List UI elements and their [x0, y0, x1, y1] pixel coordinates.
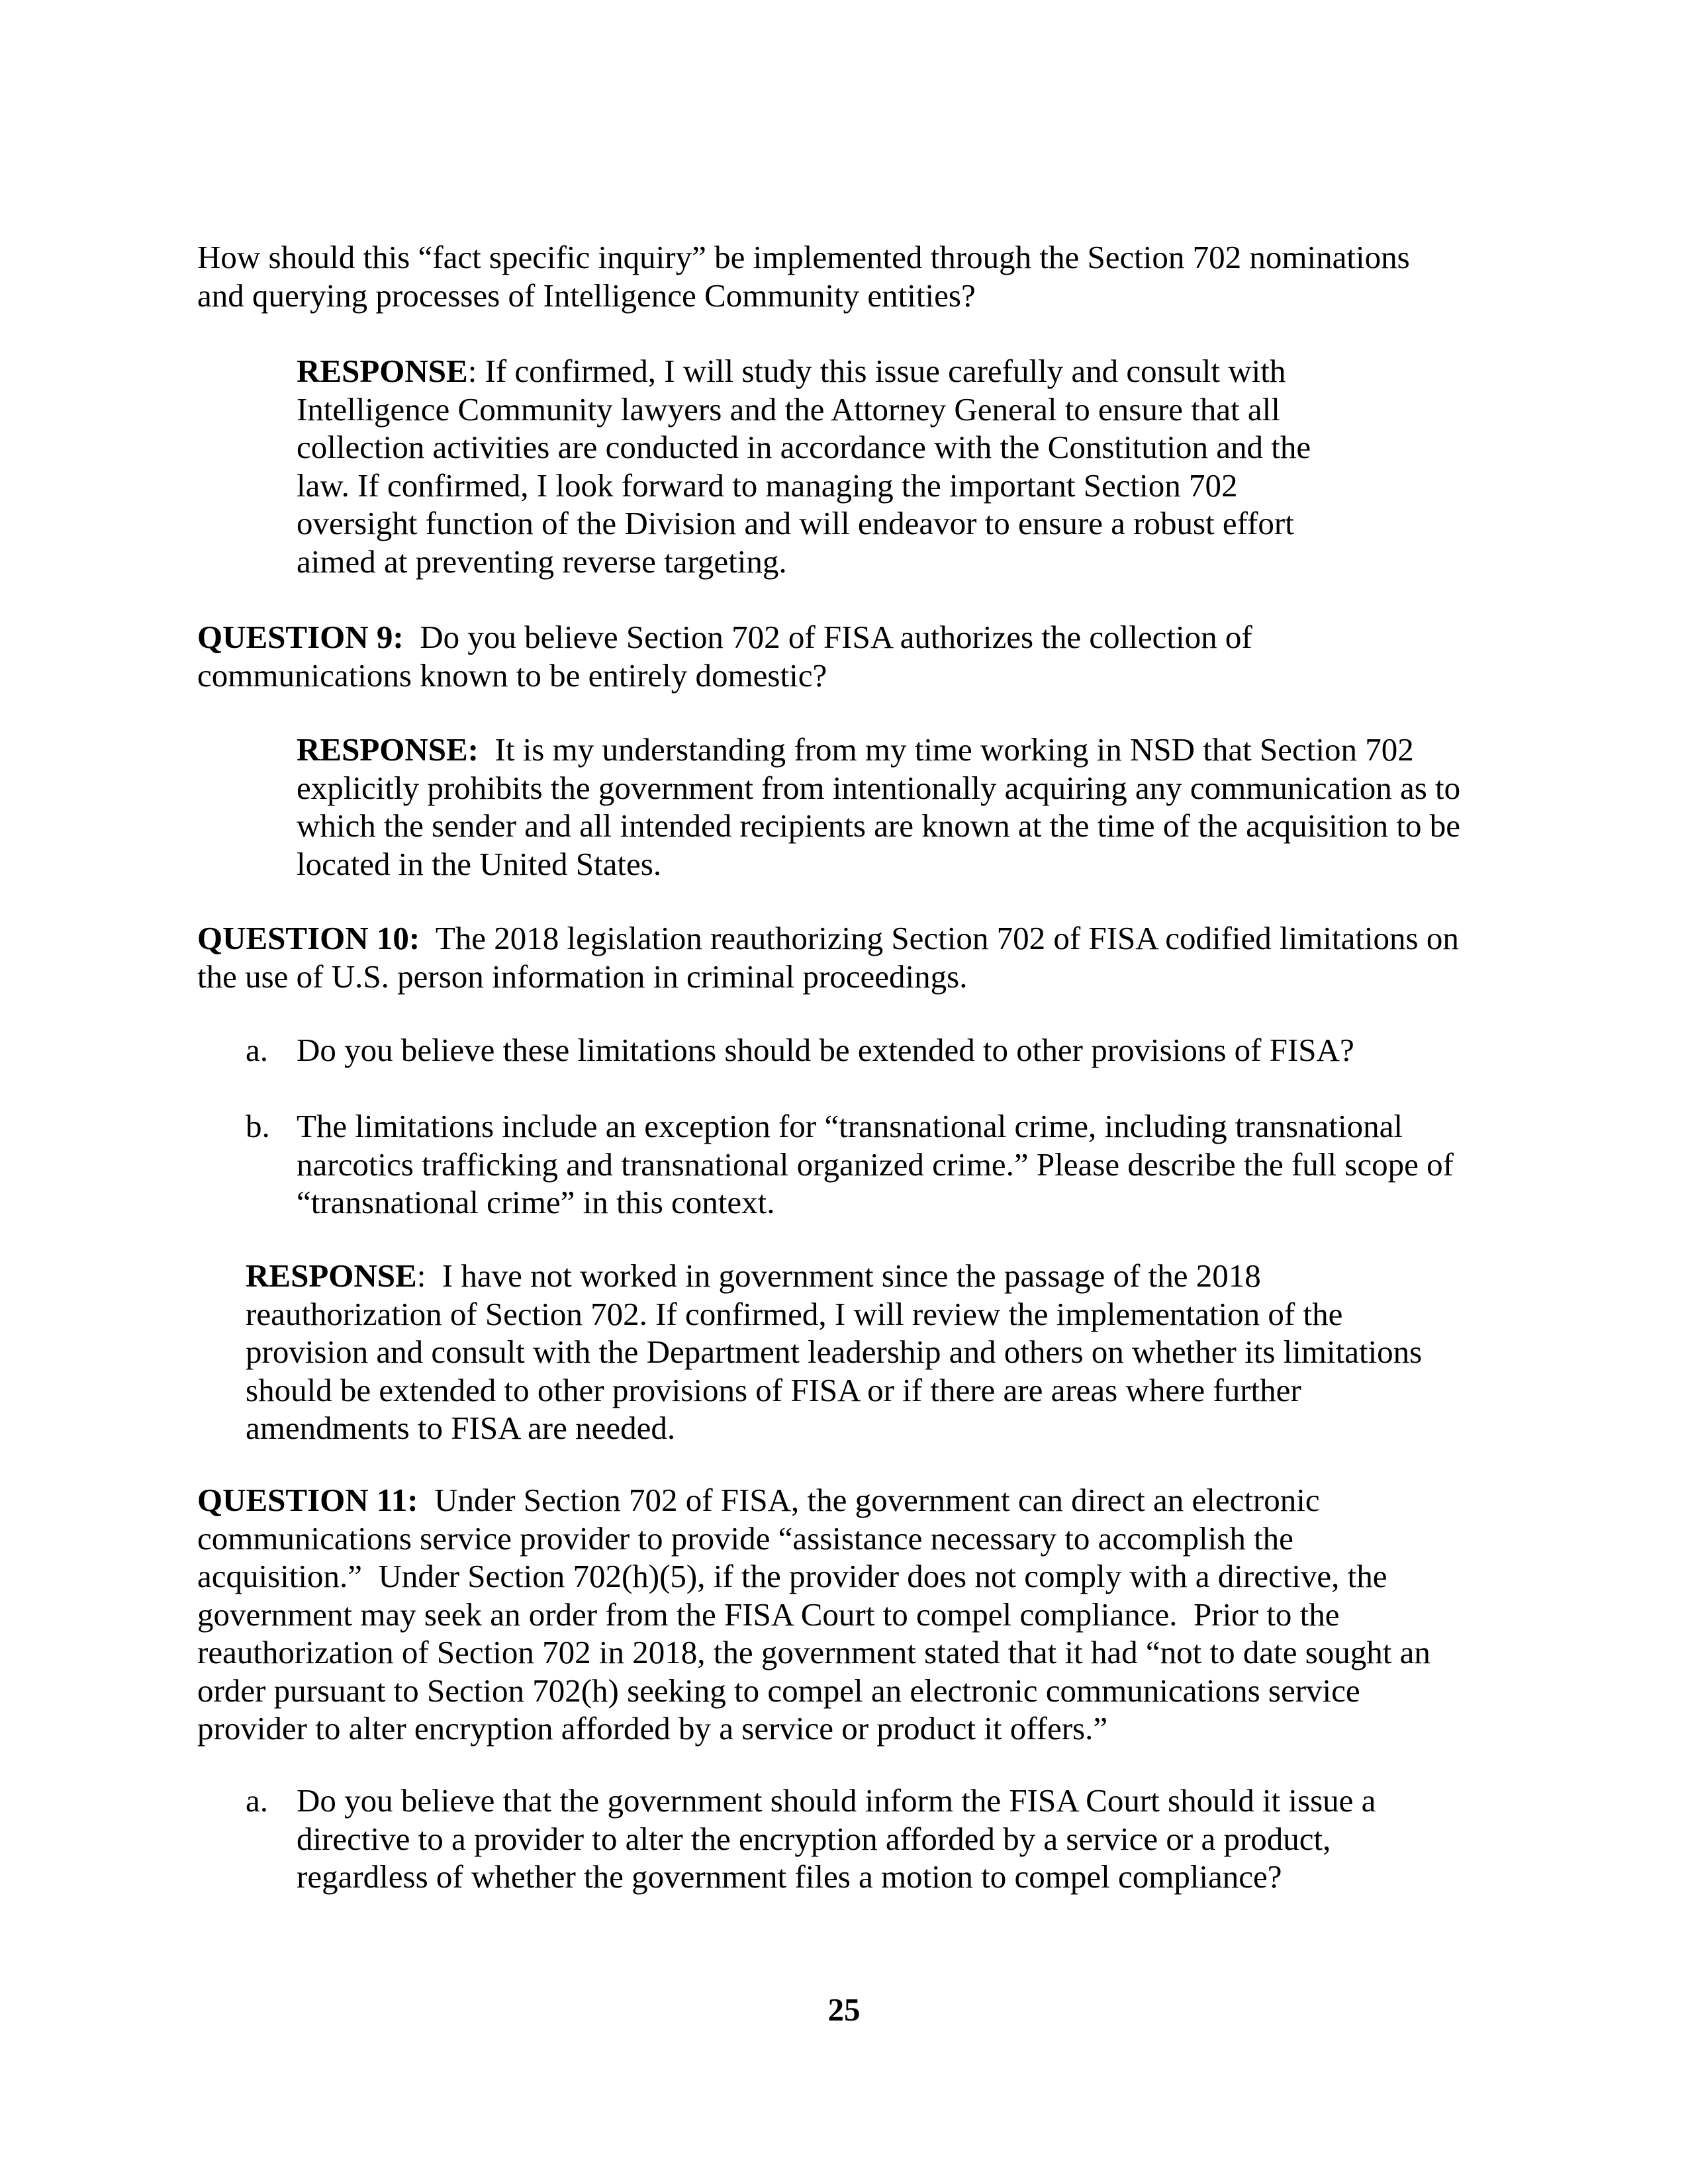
text-line: [197, 1520, 1430, 1558]
line-text: government may seek an order from the FISA Court to compel compliance. Prior to the: [197, 1596, 1340, 1633]
line-text: oversight function of the Division and will endeavor to ensure a robust effort: [297, 505, 1294, 541]
line-text: which the sender and all intended recipients are known at the time of the acquisition to be: [297, 807, 1460, 844]
line-text: It is my understanding from my time working in NSD that Section 702: [479, 731, 1414, 768]
text-line: [197, 1481, 1430, 1520]
question-10-paragraph: [197, 919, 1459, 995]
text-line: [246, 1371, 1422, 1410]
text-line: [197, 958, 1459, 996]
text-line: [297, 390, 1311, 429]
line-text: provider to alter encryption afforded by a service or product it offers.”: [197, 1710, 1108, 1747]
line-text: The 2018 legislation reauthorizing Section 702 of FISA codified limitations on: [420, 920, 1459, 956]
text-line: [197, 657, 1252, 695]
line-text: amendments to FISA are needed.: [246, 1410, 676, 1446]
line-text: order pursuant to Section 702(h) seeking to compel an electronic communications service: [197, 1672, 1360, 1709]
text-line: [297, 428, 1311, 467]
line-text: aimed at preventing reverse targeting.: [297, 543, 787, 580]
text-line: [297, 731, 1460, 769]
text-line: [297, 845, 1460, 884]
text-line: [197, 1709, 1430, 1748]
text-line: [246, 1409, 1422, 1447]
text-line: [246, 1257, 1422, 1295]
page-number: 25: [827, 1991, 861, 2028]
list-item-text: [297, 1107, 1454, 1222]
line-text: provision and consult with the Department leadership and others on whether its limitations: [246, 1334, 1423, 1370]
line-text: Intelligence Community lawyers and the Attorney General to ensure that all: [297, 390, 1280, 428]
question-11-label: QUESTION 11:: [197, 1482, 418, 1518]
text-line: The limitations include an exception for “transnational crime, including transnational: [297, 1108, 1403, 1144]
line-text: reauthorization of Section 702. If confirmed, I will review the implementation of the: [246, 1295, 1343, 1332]
text-line: [197, 618, 1252, 657]
line-text: communications known to be entirely domestic?: [197, 657, 827, 694]
text-line: [297, 769, 1460, 807]
line-text: should be extended to other provisions of FISA or if there are areas where further: [246, 1371, 1301, 1408]
text-line: [197, 1557, 1430, 1596]
line-text: the use of U.S. person information in criminal proceedings.: [197, 958, 968, 995]
line-text: : I have not worked in government since the passage of the 2018: [416, 1257, 1261, 1294]
text-line: [297, 807, 1460, 845]
response-10-paragraph: [246, 1257, 1422, 1447]
line-text: communications service provider to provide “assistance necessary to accomplish the: [197, 1520, 1293, 1557]
response-9-paragraph: [297, 731, 1460, 883]
line-text: collection activities are conducted in accordance with the Constitution and the: [297, 429, 1311, 465]
list-item-text: [297, 1031, 1354, 1069]
line-text: located in the United States.: [297, 845, 662, 882]
response-10-label: RESPONSE: [246, 1257, 417, 1294]
line-text: acquisition.” Under Section 702(h)(5), if the provider does not comply with a directive, the: [197, 1558, 1387, 1594]
text-line: [246, 1333, 1422, 1371]
text-line: [197, 1672, 1430, 1710]
text-line: regardless of whether the government files a motion to compel compliance?: [297, 1858, 1282, 1895]
line-text: : If confirmed, I will study this issue carefully and consult with: [467, 353, 1286, 389]
text-line: [297, 504, 1311, 543]
line-text: Under Section 702 of FISA, the government can direct an electronic: [418, 1482, 1320, 1518]
text-line: directive to a provider to alter the encryption afforded by a service or a product,: [297, 1820, 1331, 1857]
list-marker: b.: [246, 1108, 270, 1144]
text-line: narcotics trafficking and transnational organized crime.” Please describe the full scope of: [297, 1146, 1454, 1183]
text-line: [197, 1633, 1430, 1672]
text-line: [197, 1596, 1430, 1634]
list-marker: a.: [246, 1032, 268, 1068]
line-text: reauthorization of Section 702 in 2018, the government stated that it had “not to date sought an: [197, 1634, 1430, 1670]
text-line: [297, 543, 1311, 581]
text-line: [197, 238, 1410, 277]
text-line: Do you believe that the government should inform the FISA Court should it issue a: [297, 1782, 1376, 1819]
line-text: explicitly prohibits the government from intentionally acquiring any communication as to: [297, 769, 1461, 806]
question-9-label: QUESTION 9:: [197, 619, 404, 655]
question-11-paragraph: [197, 1481, 1430, 1748]
question-9-paragraph: [197, 618, 1252, 694]
line-text: Do you believe Section 702 of FISA authorizes the collection of: [403, 619, 1252, 655]
text-line: [297, 467, 1311, 505]
text-line: Do you believe these limitations should be extended to other provisions of FISA?: [297, 1032, 1354, 1068]
text-line: [197, 919, 1459, 958]
text-line: [197, 277, 1410, 315]
list-item-text: [297, 1782, 1376, 1896]
line-text: How should this “fact specific inquiry” be implemented through the Section 702 nominations: [197, 239, 1410, 275]
response-9-label: RESPONSE:: [297, 731, 479, 768]
list-marker: a.: [246, 1782, 268, 1819]
response-8-paragraph: [297, 352, 1311, 580]
line-text: and querying processes of Intelligence Community entities?: [197, 277, 976, 314]
question-10-label: QUESTION 10:: [197, 920, 420, 956]
line-text: law. If confirmed, I look forward to managing the important Section 702: [297, 467, 1238, 504]
response-8-label: RESPONSE: [297, 353, 468, 389]
text-line: “transnational crime” in this context.: [297, 1184, 775, 1220]
text-line: [246, 1295, 1422, 1334]
intro-paragraph: [197, 238, 1410, 314]
text-line: [297, 352, 1311, 390]
